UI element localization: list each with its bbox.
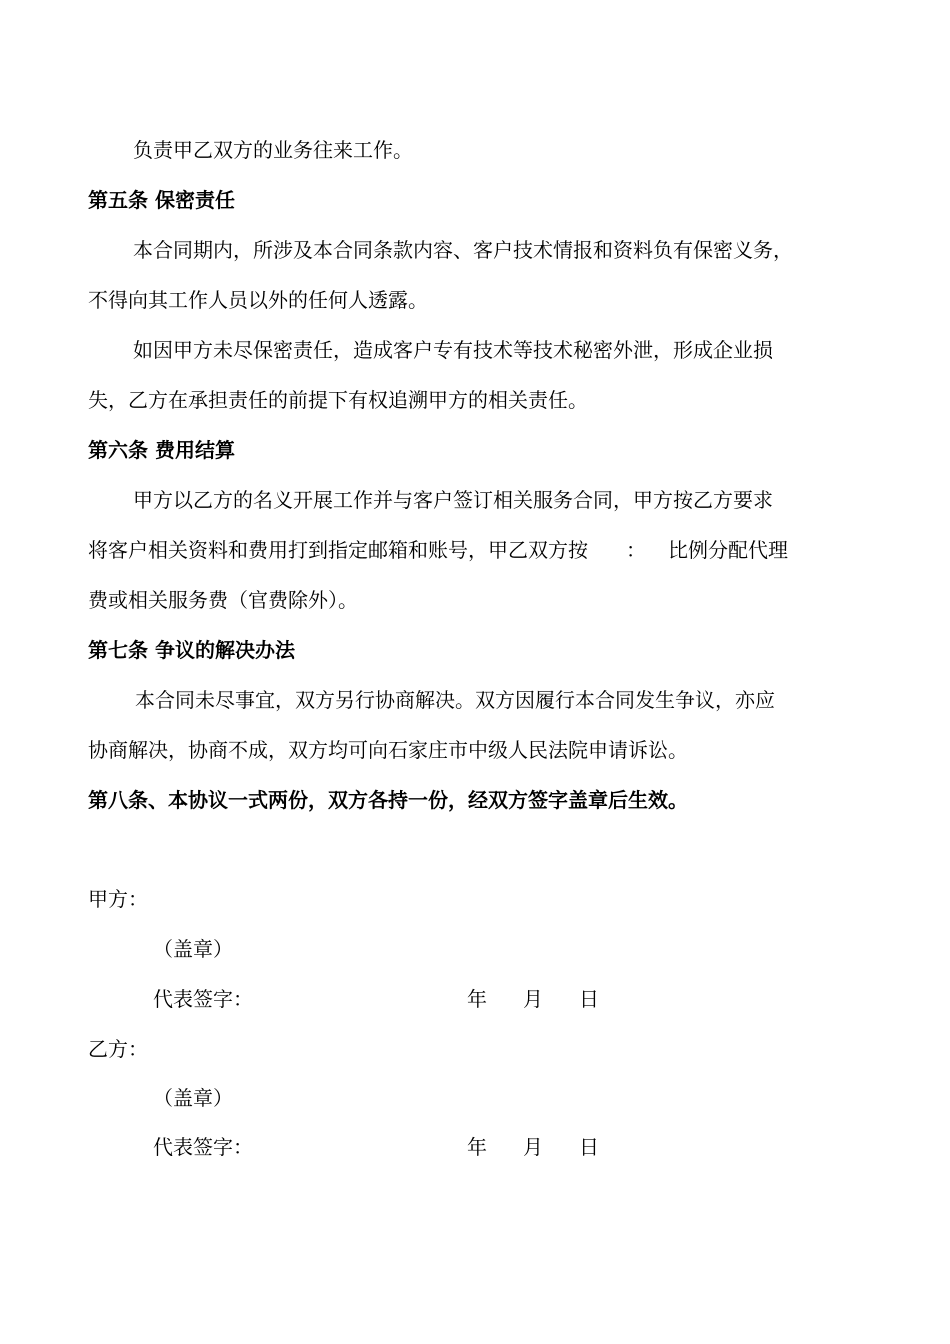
article-5-paragraph-2-line-2: 失，乙方在承担责任的前提下有权追溯甲方的相关责任。	[88, 388, 588, 412]
party-b-label: 乙方：	[88, 1037, 148, 1061]
article-6-paragraph-1-line-3: 费或相关服务费（官费除外）。	[88, 588, 358, 612]
party-a-date-day: 日	[579, 987, 599, 1011]
party-a-date-month: 月	[523, 987, 543, 1011]
party-b-signature-label: 代表签字：	[153, 1135, 253, 1159]
party-b-date-month: 月	[523, 1135, 543, 1159]
article-5-paragraph-2-line-1: 如因甲方未尽保密责任，造成客户专有技术等技术秘密外泄，形成企业损	[133, 338, 773, 362]
article-5-paragraph-1-line-1: 本合同期内，所涉及本合同条款内容、客户技术情报和资料负有保密义务，	[133, 238, 793, 262]
article-6-line-2-text-a: 将客户相关资料和费用打到指定邮箱和账号，甲乙双方按	[88, 538, 588, 562]
article-5-paragraph-1-line-2: 不得向其工作人员以外的任何人透露。	[88, 288, 428, 312]
article-6-paragraph-1-line-1: 甲方以乙方的名义开展工作并与客户签订相关服务合同，甲方按乙方要求	[133, 488, 773, 512]
article-6-ratio-colon: ：	[626, 538, 646, 562]
party-a-seal: （盖章）	[153, 937, 233, 961]
article-5-heading: 第五条 保密责任	[88, 188, 235, 212]
article-6-heading: 第六条 费用结算	[88, 438, 235, 462]
article-6-paragraph-1-line-2	[88, 537, 788, 563]
party-b-date-day: 日	[579, 1135, 599, 1159]
party-a-date-year: 年	[467, 987, 487, 1011]
party-b-seal: （盖章）	[153, 1086, 233, 1110]
article-7-paragraph-1-line-2: 协商解决，协商不成，双方均可向石家庄市中级人民法院申请诉讼。	[88, 738, 688, 762]
paragraph-continuation: 负责甲乙双方的业务往来工作。	[133, 138, 413, 162]
article-6-line-2-text-c: 比例分配代理	[668, 538, 788, 562]
party-b-date-year: 年	[467, 1135, 487, 1159]
article-8-clause: 第八条、本协议一式两份，双方各持一份，经双方签字盖章后生效。	[88, 788, 688, 812]
article-7-heading: 第七条 争议的解决办法	[88, 638, 295, 662]
article-7-paragraph-1-line-1: 本合同未尽事宜，双方另行协商解决。双方因履行本合同发生争议，亦应	[135, 688, 775, 712]
party-a-label: 甲方：	[88, 887, 148, 911]
party-a-signature-label: 代表签字：	[153, 987, 253, 1011]
